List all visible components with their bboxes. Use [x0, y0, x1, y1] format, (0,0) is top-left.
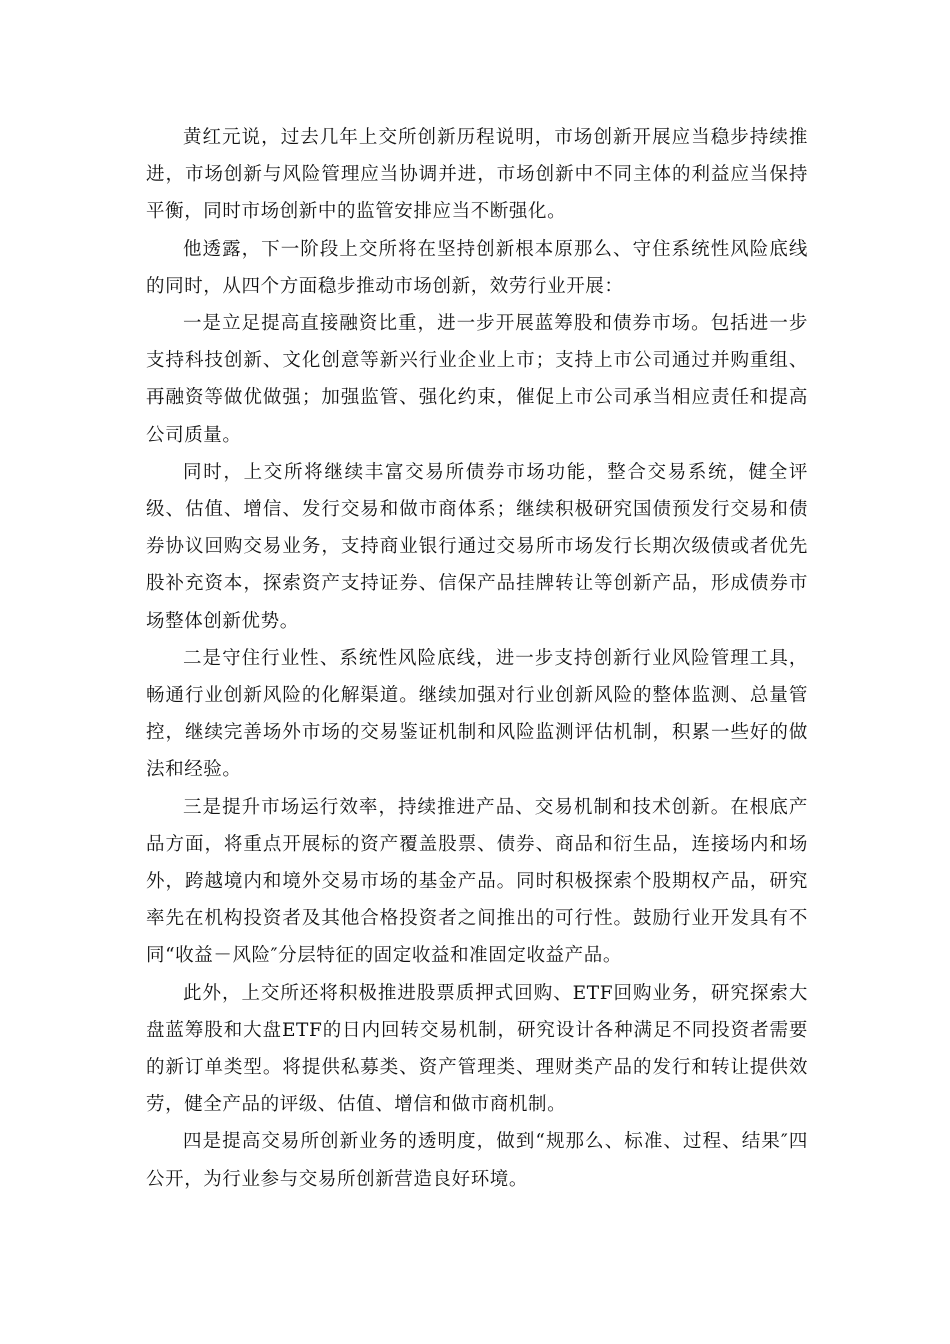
- paragraph-4: 同时，上交所将继续丰富交易所债券市场功能，整合交易系统，健全评级、估值、增信、发行交易和做市商体系；继续积极研究国债预发行交易和债券协议回购交易业务，支持商业银行通过交易所市场发行长期次级债或者优先股补充资本，探索资产支持证券、信保产品挂牌转让等创新产品，形成债券市场整体创新优势。: [146, 461, 808, 632]
- paragraph-6: 三是提升市场运行效率，持续推进产品、交易机制和技术创新。在根底产品方面，将重点开展标的资产覆盖股票、债券、商品和衍生品，连接场内和场外，跨越境内和境外交易市场的基金产品。同时积极探索个股期权产品，研究率先在机构投资者及其他合格投资者之间推出的可行性。鼓励行业开发具有不同“收益－风险″分层特征的固定收益和准固定收益产品。: [146, 796, 808, 967]
- document-body: [146, 119, 808, 1198]
- paragraph-2: 他透露，下一阶段上交所将在坚持创新根本原那么、守住系统性风险底线的同时，从四个方面稳步推动市场创新，效劳行业开展：: [146, 238, 808, 297]
- paragraph-1: 黄红元说，过去几年上交所创新历程说明，市场创新开展应当稳步持续推进，市场创新与风险管理应当协调并进，市场创新中不同主体的利益应当保持平衡，同时市场创新中的监管安排应当不断强化。: [146, 127, 808, 223]
- paragraph-7: 此外，上交所还将积极推进股票质押式回购、ETF回购业务，研究探索大盘蓝筹股和大盘ETF的日内回转交易机制，研究设计各种满足不同投资者需要的新订单类型。将提供私募类、资产管理类、理财类产品的发行和转让提供效劳，健全产品的评级、估值、增信和做市商机制。: [146, 982, 808, 1116]
- paragraph-8: 四是提高交易所创新业务的透明度，做到“规那么、标准、过程、结果″四公开，为行业参与交易所创新营造良好环境。: [146, 1131, 808, 1190]
- paragraph-5: 二是守住行业性、系统性风险底线，进一步支持创新行业风险管理工具，畅通行业创新风险的化解渠道。继续加强对行业创新风险的整体监测、总量管控，继续完善场外市场的交易鉴证机制和风险监测评估机制，积累一些好的做法和经验。: [146, 647, 808, 781]
- paragraph-3: 一是立足提高直接融资比重，进一步开展蓝筹股和债券市场。包括进一步支持科技创新、文化创意等新兴行业企业上市；支持上市公司通过并购重组、再融资等做优做强；加强监管、强化约束，催促上市公司承当相应责任和提高公司质量。: [146, 313, 808, 446]
